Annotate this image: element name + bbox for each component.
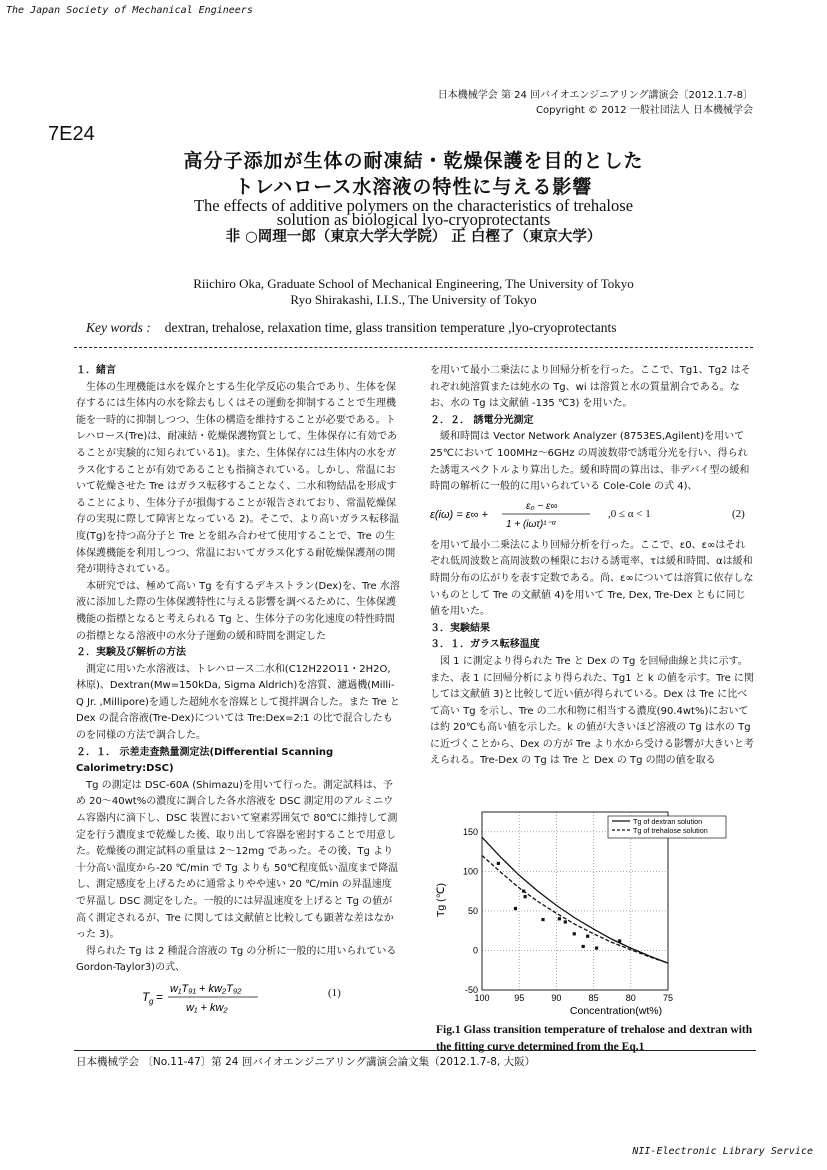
society-watermark: The Japan Society of Mechanical Engineers (6, 5, 253, 16)
title-ja-line1: 高分子添加が生体の耐凍結・乾燥保護を目的とした (183, 150, 644, 172)
keywords-line (86, 320, 616, 336)
equation-1-svg (76, 977, 400, 1017)
proceedings-footer: 日本機械学会 〔No.11-47〕第 24 回バイオエンジニアリング講演会論文集（2012.1.7-8, 大阪） (76, 1056, 536, 1068)
x-tick-label: 100 (474, 993, 490, 1003)
paper-id: 7E24 (48, 123, 95, 145)
y-tick-label: 150 (462, 826, 478, 837)
subsection-heading-dsc: ２．１． 示差走査熱量測定法(Differential Scanning Calorimetry:DSC) (76, 746, 334, 775)
data-point (586, 935, 589, 938)
data-point (524, 895, 527, 898)
svg-text:w₁T₉₁ + kw₂T₉₂: w₁T₉₁ + kw₂T₉₂ (170, 982, 242, 995)
data-point (497, 862, 500, 865)
equation-2-svg (430, 496, 630, 532)
y-tick-label: -50 (464, 985, 478, 995)
x-tick-label: 90 (551, 993, 562, 1003)
legend-entry: Tg of trehalose solution (633, 826, 708, 835)
data-point (522, 890, 525, 893)
data-point (564, 920, 567, 923)
svg-text:ε(iω) = ε∞ +: ε(iω) = ε∞ + (430, 508, 488, 521)
svg-text:ε₀ − ε∞: ε₀ − ε∞ (526, 500, 558, 512)
data-point (618, 939, 621, 942)
section-heading-results: ３．実験結果 (430, 622, 490, 634)
title-en-line2: solution as biological lyo-cryoprotectants (276, 210, 551, 229)
authors-ja: 非 ○岡理一郎（東京大学大学院） 正 白樫了（東京大学） (225, 229, 602, 245)
data-point (514, 907, 517, 910)
x-tick-label: 85 (588, 993, 599, 1003)
copyright-line: Copyright © 2012 一般社団法人 日本機械学会 (535, 105, 753, 116)
figure-1-caption: Fig.1 Glass transition temperature of trehalose and dextran with the fitting curve determined from the Eq.1 (436, 1024, 753, 1053)
x-tick-label: 95 (514, 993, 525, 1003)
keywords-label: Key words : (86, 320, 151, 335)
section-heading-methods: ２．実験及び解析の方法 (76, 647, 186, 659)
section-heading-intro: １．緒言 (76, 365, 116, 376)
affiliation-2: Ryo Shirakashi, I.I.S., The University of Tokyo (290, 292, 537, 307)
legend-entry: Tg of dextran solution (633, 817, 703, 826)
footer-rule (74, 1050, 756, 1051)
right-column (430, 363, 754, 770)
y-axis-label: Tg (℃) (435, 883, 447, 917)
y-tick-label: 50 (467, 905, 478, 916)
title-en-line1: The effects of additive polymers on the characteristics of trehalose (193, 196, 634, 215)
x-tick-label: 75 (662, 993, 674, 1003)
equation-1-number: (1) (328, 986, 341, 999)
x-axis-label: Concentration(wt%) (569, 1005, 663, 1017)
cole-cole-paragraph: を用いて最小二乗法により回帰分析を行った。ここで、ε0、ε∞はそれぞれ低周波数と高周波数の極限における誘電率、τは緩和時間、αは緩和時間分布の広がりを表す定数である。尚、ε∞については溶質に依存しないものとして Tre の文献値 4)を用いて Tre, Dex, Tre-Dex ともに同じ値を用いた。 (430, 539, 754, 618)
title-ja-line2: トレハロース水溶液の特性に与える影響 (234, 176, 593, 198)
subsection-heading-dielectric: ２．２． 誘電分光測定 (430, 414, 534, 426)
nii-service-label: NII-Electronic Library Service (632, 1146, 813, 1157)
y-tick-label: 0 (472, 945, 478, 956)
methods-paragraph: 測定に用いた水溶液は、トレハロース二水和(C12H22O11・2H2O,林原)、Dextran(Mw=150kDa, Sigma Aldrich)を溶質、濾過機(Milli-Q Jr. ,Millipore)を通した超純水を溶媒として撹拌調合した。また Tre と Dex の混合溶液(Tre-Dex)については Tre:Dex=2:1 の比で混合したものを同様の方法で調合した。 (76, 663, 400, 742)
header-rule (74, 347, 753, 348)
data-point (595, 946, 598, 949)
keywords-text: dextran, trehalose, relaxation time, glass transition temperature ,lyo-cryoprotectants (164, 320, 617, 335)
svg-text:=: = (156, 989, 164, 1004)
svg-text:g: g (149, 996, 154, 1006)
figure-1-chart (430, 800, 760, 1018)
data-point (541, 918, 544, 921)
plot-frame (482, 812, 668, 990)
subsection-heading-glass-transition: ３．１．ガラス転移温度 (430, 639, 540, 651)
svg-text:T: T (142, 989, 150, 1004)
equation-2-number: (2) (732, 507, 745, 520)
data-point (573, 932, 576, 935)
data-point (558, 917, 561, 920)
results-paragraph: 図 1 に測定より得られた Tre と Dex の Tg を回帰曲線と共に示す。また、表 1 に回帰分析により得られた、Tg1 と k の値を示す。Tre に関しては文献値 3)と比較して近い値が得られている。Dex は Tre に比べて高い Tg を示し、Tre の二水和物に相当する濃度(90.4wt%)においては約 20℃も高い値を示した。k の値が大きいほど溶液の Tg は水の Tg に近づくことから、Dex の方が Tre より水から受ける影響が大きいと考えられる。Tre-Dex の Tg は Tre と Dex の Tg の間の値を取る (430, 655, 754, 767)
chart-svg (430, 800, 760, 1018)
gordon-taylor-intro: 得られた Tg は 2 種混合溶液の Tg の分析に一般的に用いられている Gordon-Taylor3)の式、 (76, 945, 397, 974)
y-tick-label: 100 (462, 866, 478, 877)
data-point (582, 945, 585, 948)
intro-paragraph-1: 生体の生理機能は水を媒介とする生化学反応の集合であり、生体を保存するには生体内の水を除去もしくはその運動を抑制することで生理機能を一時的に抑制しつつ、生体の構造を維持することが必要である。トレハロース(Tre)は、耐凍結・乾燥保護物質として、生体保存に有効であることが実験的に知られている1)。また、生体保存には生体内の水をガラス化することが有効であることも指摘されている。しかし、常温において乾燥させた Tre はガラス転移することなく、二水和物結晶を形成することにより、生体分子が損傷することが報告されており、常温乾燥保存の実現に際して障害となっている 2)。そこで、より高いガラス転移温度(Tg)を持つ高分子と Tre とを組み合わせて使用することで、Tre の生体保護機能を利用しつつ、常温においてガラス化する耐乾燥保護剤の開発が期待されている。 (76, 381, 399, 576)
series-line-trehalose (482, 856, 668, 964)
equation-2 (430, 496, 754, 532)
conference-header: 日本機械学会 第 24 回バイオエンジニアリング講演会〔2012.1.7-8〕 (437, 90, 753, 101)
dsc-paragraph: Tg の測定は DSC-60A (Shimazu)を用いて行った。測定試料は、予め 20～40wt%の濃度に調合した各水溶液を DSC 測定用のアルミニウム容器内に滴下し、DSC 装置において窒素雰囲気で 80℃に維持して測定を行う濃度まで乾燥した後、取り出して容器を密封することで用意した。乾燥後の測定試料の重量は 2～12mg であった。その後、Tg より十分高い温度から-20 ℃/min で Tg よりも 50℃程度低い温度まで降温し、測定感度を上げるために通常よりやや速い 20 ℃/min の昇温速度で昇温し DSC 測定をした。一般的には昇温速度を上げると Tg の値が高く測定されるが、Tre に関しては文献値と比較しても顕著な差はなかった 3)。 (76, 779, 399, 941)
left-column (76, 363, 400, 1017)
equation-1 (76, 977, 400, 1017)
svg-text:1 + (iωτ)¹⁻ᵅ: 1 + (iωτ)¹⁻ᵅ (506, 518, 556, 530)
series-line-dextran (482, 837, 668, 963)
regression-paragraph: を用いて最小二乗法により回帰分析を行った。ここで、Tg1、Tg2 はそれぞれ純溶質または純水の Tg、wi は溶質と水の質量割合である。なお、水の Tg は文献値 -135 ℃3) を用いた。 (430, 365, 751, 410)
x-tick-label: 80 (625, 993, 636, 1003)
intro-paragraph-2: 本研究では、極めて高い Tg を有するデキストラン(Dex)を、Tre 水溶液に添加した際の生体保護特性に与える影響を調べるために、生体保護機能の指標となると考えられる Tg と、生体分子の劣化速度の特性時間の指標となる溶液中の水分子運動の緩和時間を測定した (76, 580, 400, 642)
dielectric-paragraph: 緩和時間は Vector Network Analyzer (8753ES,Agilent)を用いて 25℃において 100MHz～6GHz の周波数帯で誘電分光を行い、得られた誘電スペクトルより算出した。緩和時間の算出は、非デバイ型の緩和時間の解析に一般的に用いられている Cole-Cole の式 4)、 (430, 431, 750, 493)
svg-text:w₁ + kw₂: w₁ + kw₂ (186, 1001, 228, 1014)
affiliation-1: Riichiro Oka, Graduate School of Mechanical Engineering, The University of Tokyo (193, 276, 634, 291)
equation-2-condition: ,0 ≤ α < 1 (608, 507, 651, 520)
